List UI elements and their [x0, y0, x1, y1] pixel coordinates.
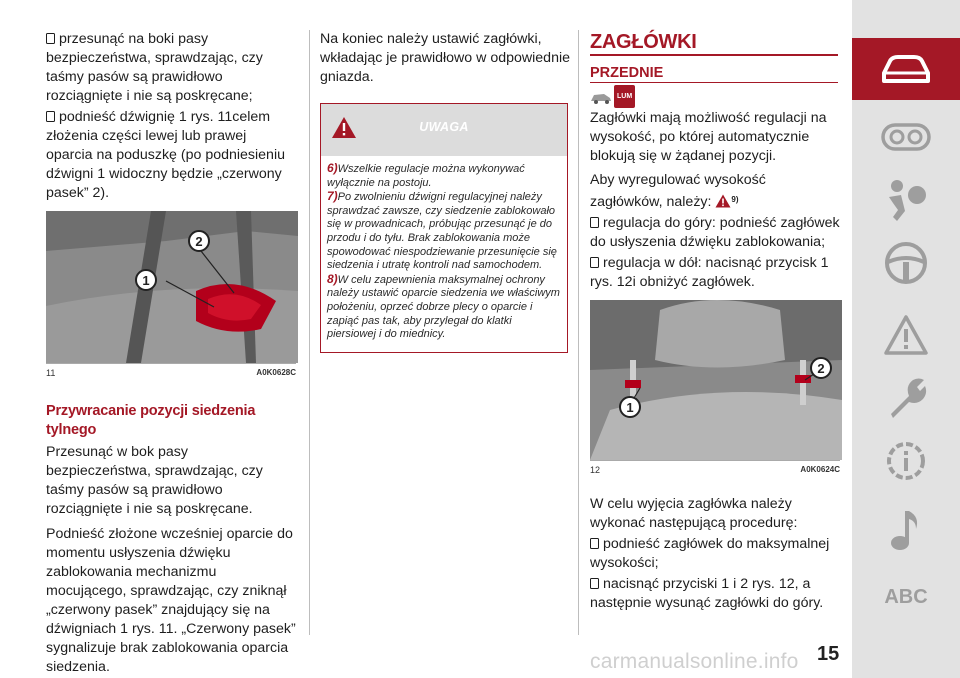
figure-12-photo: [590, 300, 842, 460]
warning-box: [320, 103, 568, 353]
callout-1: 1: [142, 273, 150, 288]
music-note-icon: [886, 505, 926, 553]
column-middle: [320, 30, 570, 353]
checkbox-bullet-icon: [46, 111, 55, 122]
info-gear-icon: [882, 437, 930, 485]
chapter-sidebar: [852, 0, 960, 678]
page-title: ZAGŁÓWKI: [590, 31, 697, 53]
list-item: regulacja w dół: nacisnąć przycisk 1 rys. 12i obniżyć zagłówek.: [590, 254, 829, 290]
column-right: [590, 30, 840, 615]
sidebar-item-maintenance[interactable]: [852, 366, 960, 428]
list-item: podnieść zagłówek do maksymalnej wysokości;: [590, 535, 830, 571]
figure-code: A0K0624C: [800, 464, 840, 474]
figure-number: 11: [46, 368, 56, 378]
subheading-rule: [590, 82, 838, 83]
car-icon: [878, 51, 934, 87]
paragraph: Podnieść złożone wcześniej oparcie do momentu usłyszenia dźwięku zablokowania mechanizmu mocującego, sprawdzając, czy zniknął „czerwony pasek” znajdujący się na dźwigniach 1 rys. 11. „Czerwony pasek” sygnalizuje brak zablokowania oparcia siedzenia.: [46, 526, 296, 675]
title-rule: [590, 54, 838, 56]
car-silhouette-icon: [590, 90, 612, 104]
callout-1: 1: [626, 399, 634, 415]
callout-2: 2: [817, 360, 825, 376]
paragraph: Aby wyregulować wysokość zagłówków, należy: $^{9)}$: [590, 171, 766, 210]
headrest-illustration: [590, 300, 842, 460]
checkbox-bullet-icon: [590, 217, 599, 228]
steering-wheel-icon: [883, 240, 929, 286]
page-number: 15: [817, 643, 840, 665]
warning-title: UWAGA: [419, 120, 469, 134]
paragraph: Na koniec należy ustawić zagłówki, wkładając je prawidłowo w odpowiednie gniazda.: [320, 31, 570, 85]
list-item: regulacja do góry: podnieść zagłówek do usłyszenia dźwięku zablokowania;: [590, 214, 840, 250]
figure-12-caption: [590, 460, 840, 477]
airbag-passenger-icon: [883, 177, 929, 225]
checkbox-bullet-icon: [590, 257, 599, 268]
paragraph: Przesunąć w bok pasy bezpieczeństwa, sprawdzając, czy taśmy pasów są prawidłowo rozciągnięte i nie są poskręcane.: [46, 444, 263, 517]
section-subheading: Przywracanie pozycji siedzenia tylnego: [46, 403, 256, 438]
paragraph: Zagłówki mają możliwość regulacji na wysokość, po której automatycznie blokują się w żądanej pozycji.: [590, 109, 827, 164]
checkbox-bullet-icon: [590, 578, 599, 589]
warning-header: [321, 104, 567, 156]
sidebar-item-index[interactable]: ABC: [884, 586, 928, 608]
list-item: przesunąć na boki pasy bezpieczeństwa, sprawdzając, czy taśmy pasów są prawidłowo rozciągnięte i nie są poskręcane;: [46, 31, 263, 104]
figure-11-photo: [46, 211, 298, 363]
warning-item: 7)Po zwolnieniu dźwigni regulacyjnej należy sprawdzać zawsze, czy siedzenie zablokowało się w prowadnicach, próbując przesunąć je do przodu i do tyłu. Brak zablokowania może spowodować niespodziewanie przesunięcie się siedzenia i utratę kontroli nad samochodem.: [327, 189, 557, 272]
checkbox-bullet-icon: [590, 538, 599, 549]
sidebar-item-car[interactable]: [852, 38, 960, 100]
checkbox-bullet-icon: [46, 33, 55, 44]
lum-badge: LUM: [614, 85, 635, 108]
equipment-icons: [590, 87, 840, 107]
column-divider: [309, 30, 310, 635]
paragraph: W celu wyjęcia zagłówka należy wykonać następującą procedurę:: [590, 495, 798, 531]
watermark-text: carmanualsonline.info: [590, 650, 799, 673]
column-divider: [578, 30, 579, 635]
section-subheading: PRZEDNIE: [590, 64, 664, 81]
figure-number: 12: [590, 464, 601, 475]
warning-triangle-icon: [715, 194, 731, 208]
sidebar-item-technical[interactable]: [852, 430, 960, 492]
wrench-icon: [883, 374, 929, 420]
figure-code: A0K0628C: [256, 368, 296, 377]
sidebar-item-multimedia[interactable]: [852, 498, 960, 560]
list-item: podnieść dźwignię 1 rys. 11celem złożenia części lewej lub prawej oparcia na poduszkę (po podniesieniu dźwigni 1 widoczny będzie „czerwony pasek” 2).: [46, 109, 285, 201]
warning-triangle-icon: [883, 314, 929, 356]
seat-lever-illustration: [46, 211, 298, 363]
figure-11-caption: [46, 363, 296, 380]
column-left: [46, 30, 296, 678]
sidebar-item-safety[interactable]: [852, 170, 960, 232]
warning-body: [321, 156, 567, 352]
warning-item: 8)W celu zapewnienia maksymalnej ochrony należy ustawić oparcie siedzenia we właściwym położeniu, oprzeć dobrze plecy o oparcie i zapiąć pas tak, aby przylegał do klatki piersiowej i do miednicy.: [327, 271, 560, 341]
callout-2: 2: [195, 234, 203, 249]
warning-item: 6)Wszelkie regulacje można wykonywać wyłącznie na postoju.: [327, 161, 525, 189]
sidebar-item-emergency[interactable]: [852, 304, 960, 366]
dashboard-icon: [880, 121, 932, 153]
sidebar-item-driving[interactable]: [852, 232, 960, 294]
sidebar-item-dashboard[interactable]: [852, 106, 960, 168]
list-item: nacisnąć przyciski 1 i 2 rys. 12, a następnie wysunąć zagłówki do góry.: [590, 575, 824, 611]
